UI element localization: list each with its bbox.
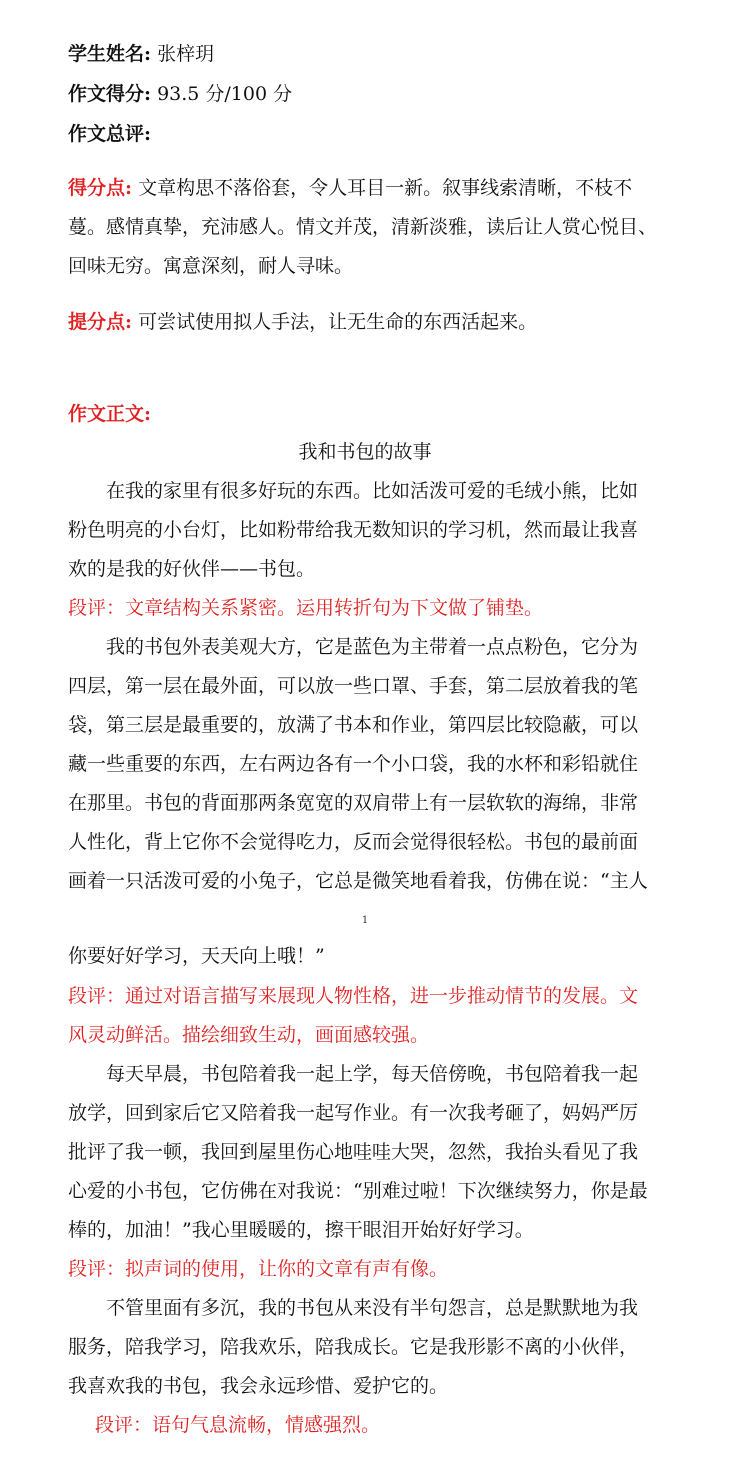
plus-points-label: 得分点: (68, 177, 133, 199)
plus-points-line-2: 蔓。感情真挚，充沛感人。情文并茂，清新淡雅，读后让人赏心悦目、 (68, 216, 658, 238)
paragraph-comment-3: 段评：拟声词的使用，让你的文章有声有像。 (68, 1258, 449, 1280)
essay-label: 作文正文: (68, 403, 152, 425)
plus-points-text: 文章构思不落俗套，令人耳目一新。叙事线索清晰，不枝不 (138, 177, 633, 199)
para4-line-3: 我喜欢我的书包，我会永远珍惜、爱护它的。 (68, 1375, 449, 1397)
para2-line-3: 袋，第三层是最重要的，放满了书本和作业，第四层比较隐蔽，可以 (68, 714, 639, 736)
para2-line-6: 人性化，背上它你不会觉得吃力，反而会觉得很轻松。书包的最前面 (68, 831, 639, 853)
paragraph-comment-2-line-2: 风灵动鲜活。描绘细致生动，画面感较强。 (68, 1024, 430, 1046)
score-value: 93.5 分/100 分 (157, 83, 293, 105)
plus-points-line-1 (68, 176, 668, 201)
improve-points-text: 可尝试使用拟人手法，让无生命的东西活起来。 (138, 311, 538, 333)
para4-line-1: 不管里面有多沉，我的书包从来没有半句怨言，总是默默地为我 (106, 1297, 639, 1319)
para4-line-2: 服务，陪我学习，陪我欢乐，陪我成长。它是我形影不离的小伙伴， (68, 1336, 639, 1358)
paragraph-comment-4: 段评：语句气息流畅，情感强烈。 (95, 1414, 381, 1436)
para2-line-5: 在那里。书包的背面那两条宽宽的双肩带上有一层软软的海绵，非常 (68, 792, 639, 814)
para3-line-2: 放学，回到家后它又陪着我一起写作业。有一次我考砸了，妈妈严厉 (68, 1102, 639, 1124)
page-number: 1 (361, 915, 369, 926)
para1-line-3: 欢的是我的好伙伴——书包。 (68, 558, 316, 580)
para2-line-4: 藏一些重要的东西，左右两边各有一个小口袋，我的水杯和彩铅就住 (68, 753, 639, 775)
student-name-value: 张梓玥 (157, 43, 215, 65)
essay-title: 我和书包的故事 (298, 441, 432, 463)
para2-line-2: 四层，第一层在最外面，可以放一些口罩、手套，第二层放着我的笔 (68, 675, 639, 697)
student-name-label: 学生姓名: (68, 43, 152, 65)
para3-line-4: 心爱的小书包，它仿佛在对我说：“别难过啦！下次继续努力，你是最 (68, 1180, 648, 1202)
para2-line-7: 画着一只活泼可爱的小兔子，它总是微笑地看着我，仿佛在说：“主人 (68, 870, 648, 892)
score-label: 作文得分: (68, 83, 152, 105)
para3-line-1: 每天早晨，书包陪着我一起上学，每天倍傍晚，书包陪着我一起 (106, 1063, 639, 1085)
overall-comment-label: 作文总评: (68, 123, 152, 145)
para3-line-5: 棒的，加油！”我心里暖暖的，擦干眼泪开始好好学习。 (68, 1219, 534, 1241)
para2-line-1: 我的书包外表美观大方，它是蓝色为主带着一点点粉色，它分为 (106, 636, 639, 658)
para1-line-1: 在我的家里有很多好玩的东西。比如活泼可爱的毛绒小熊，比如 (106, 480, 639, 502)
para2-continued: 你要好好学习，天天向上哦！” (68, 945, 325, 967)
para1-line-2: 粉色明亮的小台灯，比如粉带给我无数知识的学习机，然而最让我喜 (68, 519, 639, 541)
para3-line-3: 批评了我一顿，我回到屋里伤心地哇哇大哭，忽然，我抬头看见了我 (68, 1141, 639, 1163)
paragraph-comment-1: 段评：文章结构关系紧密。运用转折句为下文做了铺垫。 (68, 597, 544, 619)
student-name-row (68, 42, 668, 67)
improve-points-label: 提分点: (68, 311, 133, 333)
plus-points-line-3: 回味无穷。寓意深刻，耐人寻味。 (68, 255, 354, 277)
score-row (68, 82, 668, 107)
paragraph-comment-2-line-1: 段评：通过对语言描写来展现人物性格，进一步推动情节的发展。文 (68, 985, 639, 1007)
improve-points-row (68, 310, 668, 335)
